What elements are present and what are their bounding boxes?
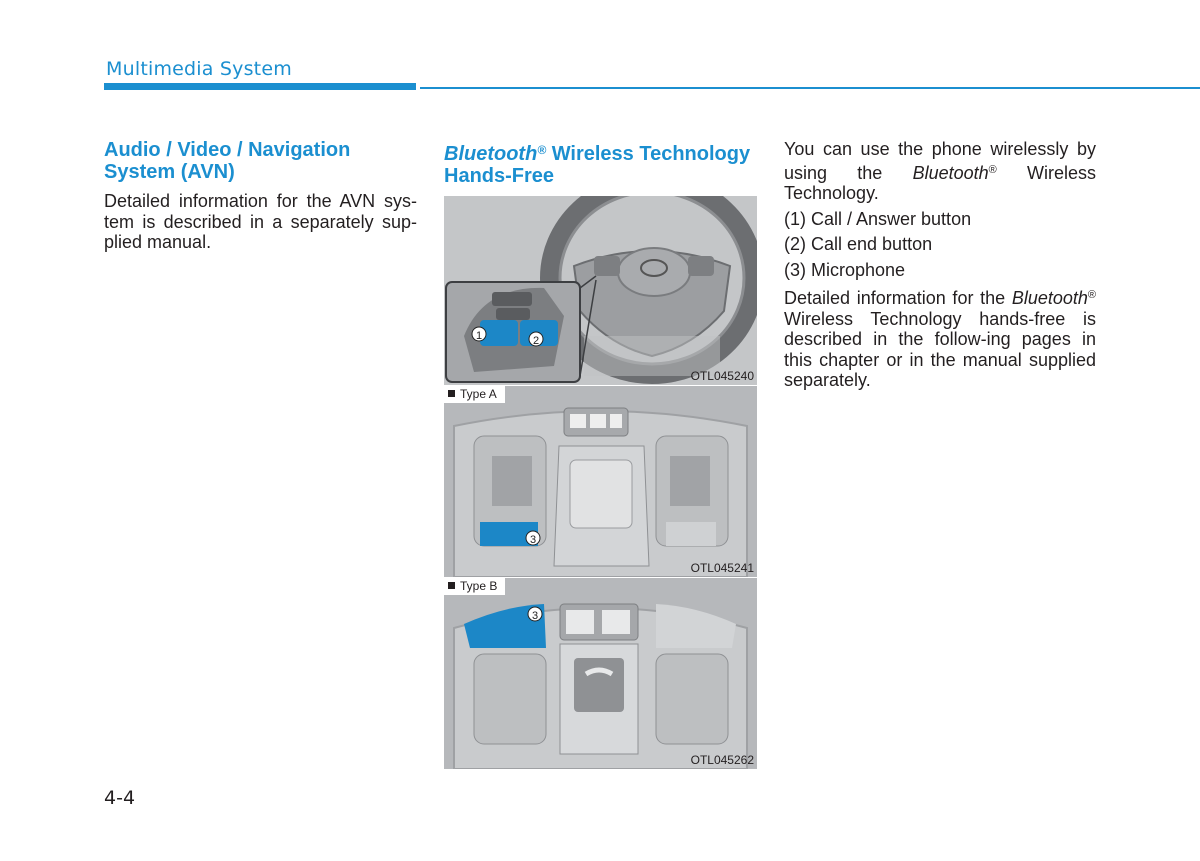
overhead-console-type-a-illustration [444,386,757,577]
header-bar-thick [104,83,416,90]
list-item: (2) Call end button [784,234,933,254]
figure-type-a [444,386,757,577]
figure-steering-wheel [444,196,757,385]
svg-text:3: 3 [531,610,539,622]
bluetooth-heading-italic: Bluetooth [444,143,538,165]
bluetooth-intro-italic: Bluetooth [912,162,989,183]
bluetooth-heading-block [444,139,757,195]
type-label-text: Type B [460,579,498,593]
bluetooth-intro-reg: ® [988,163,997,176]
figure-code: OTL045241 [690,561,754,575]
square-bullet-icon [448,582,455,589]
steering-wheel-illustration [444,196,757,385]
bluetooth-heading [444,139,757,187]
square-bullet-icon [448,390,455,397]
figure-code: OTL045240 [690,369,754,383]
avn-body: Detailed information for the AVN sys-tem is described in a separately sup-plied manual. [104,191,417,252]
svg-text:2: 2 [532,335,540,347]
bluetooth-detail-reg: ® [1087,289,1096,301]
header-title: Multimedia System [106,58,292,80]
header-bar-thin [420,87,1200,89]
svg-text:3: 3 [529,534,537,546]
bluetooth-detail-end: Wireless Technology hands-free is described in the follow-ing pages in this chapter or in the manual supplied separately. [784,308,1096,390]
type-label [444,578,505,595]
bluetooth-detail [784,285,1096,391]
figure-code: OTL045262 [690,753,754,767]
type-label [444,386,505,403]
list-item: (1) Call / Answer button [784,208,972,229]
list-item: (3) Microphone [784,259,906,280]
bluetooth-text [784,139,1096,391]
page-number: 4-4 [104,787,136,809]
bluetooth-detail-start: Detailed information for the [784,288,1012,308]
avn-section [104,139,417,253]
bluetooth-intro-start: You can use the phone wirelessly by using the [784,139,1096,183]
bluetooth-heading-reg: ® [537,143,547,157]
avn-heading: Audio / Video / Navigation System (AVN) [104,139,351,183]
bluetooth-intro-end: Wireless Technology. [784,162,1096,203]
type-label-text: Type A [460,387,497,401]
overhead-console-type-b-illustration [444,578,757,769]
bluetooth-intro [784,139,1096,204]
bluetooth-heading-rest: Wireless Technology Hands-Free [444,143,751,187]
figure-type-b [444,578,757,769]
svg-text:1: 1 [475,330,483,342]
bluetooth-detail-italic: Bluetooth [1011,288,1088,308]
